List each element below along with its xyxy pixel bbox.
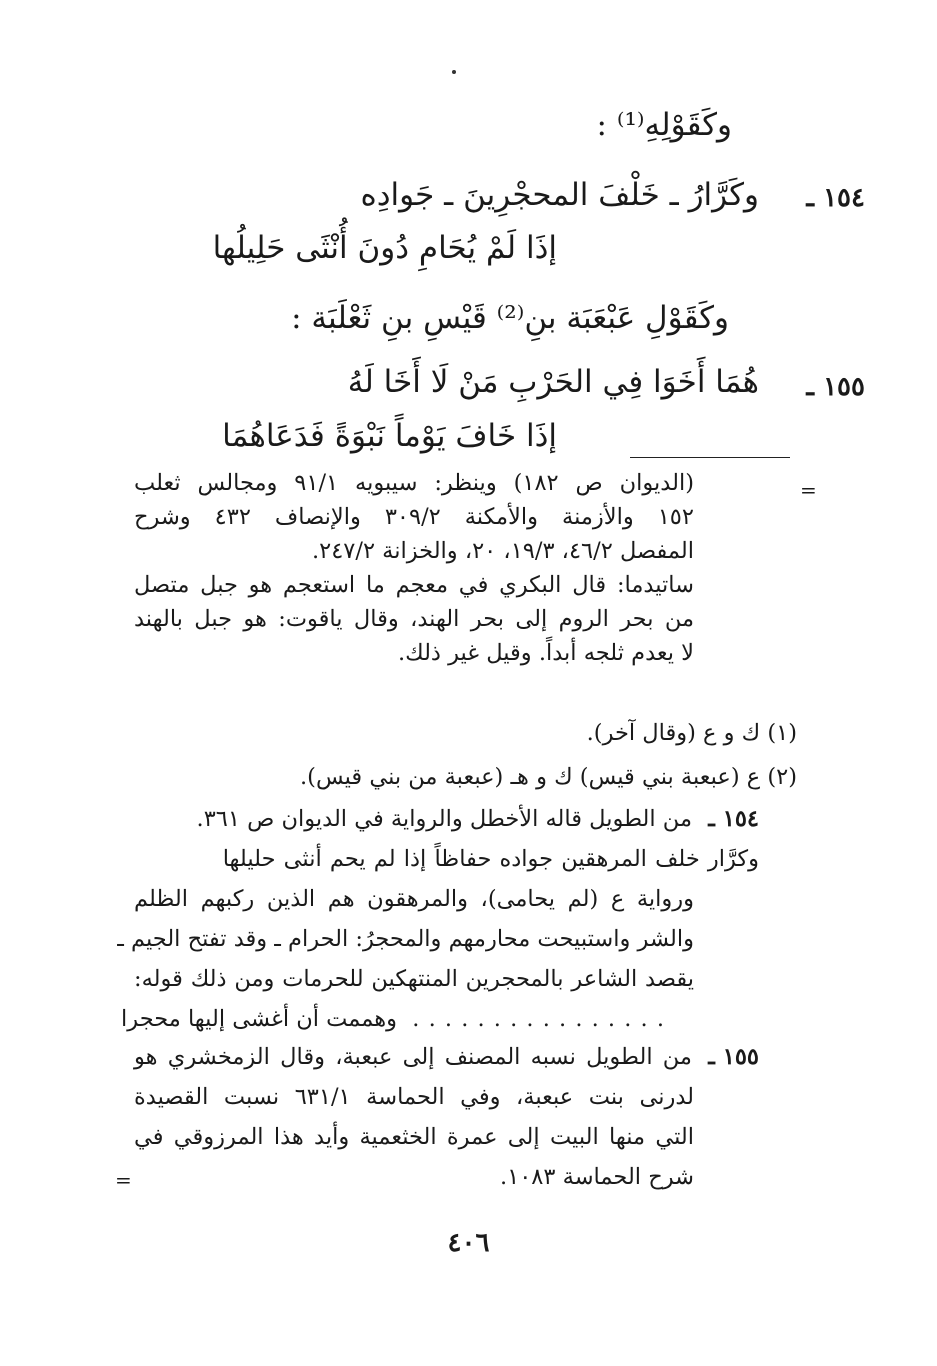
verse-intro-1: وكَقَوْلِهِ⁽¹⁾ :	[596, 107, 732, 143]
verse-154-second-hemistich: إذَا لَمْ يُحَامِ دُونَ أُنْثَى حَلِيلُها	[212, 230, 557, 266]
footnote-1: (١) ك و ع (وقال آخر).	[586, 720, 797, 746]
commentary-154-dots: . . . . . . . . . . . . . . . .	[412, 1006, 665, 1032]
verse-154-first-hemistich: وكَرَّارُ ـ خَلْفَ المحجْرِينَ ـ جَوادِه	[360, 177, 759, 213]
verse-155-first-hemistich: هُمَا أَخَوَا فِي الحَرْبِ مَنْ لَا أَخَا لَهُ	[347, 364, 759, 400]
commentary-155-first-line: من الطويل نسبه المصنف إلى عبعبة، وقال الزمخشري هو	[134, 1044, 692, 1070]
previous-note-line: المفصل ٤٦/٢، ١٩/٣، ٢٠، والخزانة ٢٤٧/٢.	[311, 538, 694, 564]
commentary-154-first-line: من الطويل قاله الأخطل والرواية في الديوان ص ٣٦١.	[196, 806, 692, 832]
commentary-154-half-verse: وهممت أن أغشى إليها محجرا	[121, 1006, 397, 1032]
previous-note-line: من بحر الروم إلى بحر الهند، وقال ياقوت: هو جبل بالهند	[134, 606, 694, 632]
footnote-2: (٢) ع (عبعبة بني قيس) ك و هـ (عبعبة من بني قيس).	[300, 764, 797, 790]
ink-dot	[452, 70, 456, 74]
commentary-154-line: ورواية ع (لم يحامى)، والمرهقون هم الذين ركبهم الظلم	[134, 886, 694, 912]
verse-number-154: ١٥٤ ـ	[806, 183, 865, 213]
previous-note-line: ساتيدما: قال البكري في معجم ما استعجم هو جبل متصل	[134, 572, 694, 598]
commentary-154-verse: وكرَّار خلف المرهقين جواده حفاظاً إذا لم يحم أنثى حليلها	[222, 846, 759, 872]
previous-note-line: لا يعدم ثلجه أبداً. وقيل غير ذلك.	[397, 640, 694, 666]
previous-note-block	[134, 466, 694, 670]
verse-155-second-hemistich: إذَا خَافَ يَوْماً نَبْوَةً فَدَعَاهُمَا	[222, 418, 557, 454]
commentary-154-line: والشر واستبيحت محارمهم والمحجرُ: الحرام ـ وقد تفتح الجيم ـ	[117, 926, 694, 952]
continuation-mark: =	[800, 478, 817, 502]
commentary-155-line: لدرنى بنت عبعبة، وفي الحماسة ٦٣١/١ نسبت القصيدة	[134, 1084, 694, 1110]
page-number: ٤٠٦	[447, 1228, 490, 1258]
commentary-155-line: شرح الحماسة ١٠٨٣.	[499, 1164, 694, 1190]
commentary-number-154: ١٥٤ ـ	[708, 806, 759, 832]
commentary-155-line: التي منها البيت إلى عمرة الخثعمية وأيد هذا المرزوقي في	[134, 1124, 694, 1150]
commentary-number-155: ١٥٥ ـ	[708, 1044, 759, 1070]
footnote-separator	[630, 457, 790, 458]
previous-note-line: ١٥٢ والأزمنة والأمكنة ٣٠٩/٢ والإنصاف ٤٣٢ وشرح	[134, 504, 694, 530]
commentary-154-line: يقصد الشاعر بالمحجرين المنتهكين للحرمات ومن ذلك قوله:	[134, 966, 694, 992]
previous-note-line: (الديوان ص ١٨٢) وينظر: سيبويه ٩١/١ ومجالس ثعلب	[134, 470, 694, 496]
verse-intro-2: وكَقَوْلِ عَبْعَبَة بنِ⁽²⁾ قَيْسِ بنِ ثَعْلَبَة :	[291, 300, 729, 336]
continuation-mark: =	[115, 1168, 132, 1192]
verse-number-155: ١٥٥ ـ	[806, 372, 865, 402]
